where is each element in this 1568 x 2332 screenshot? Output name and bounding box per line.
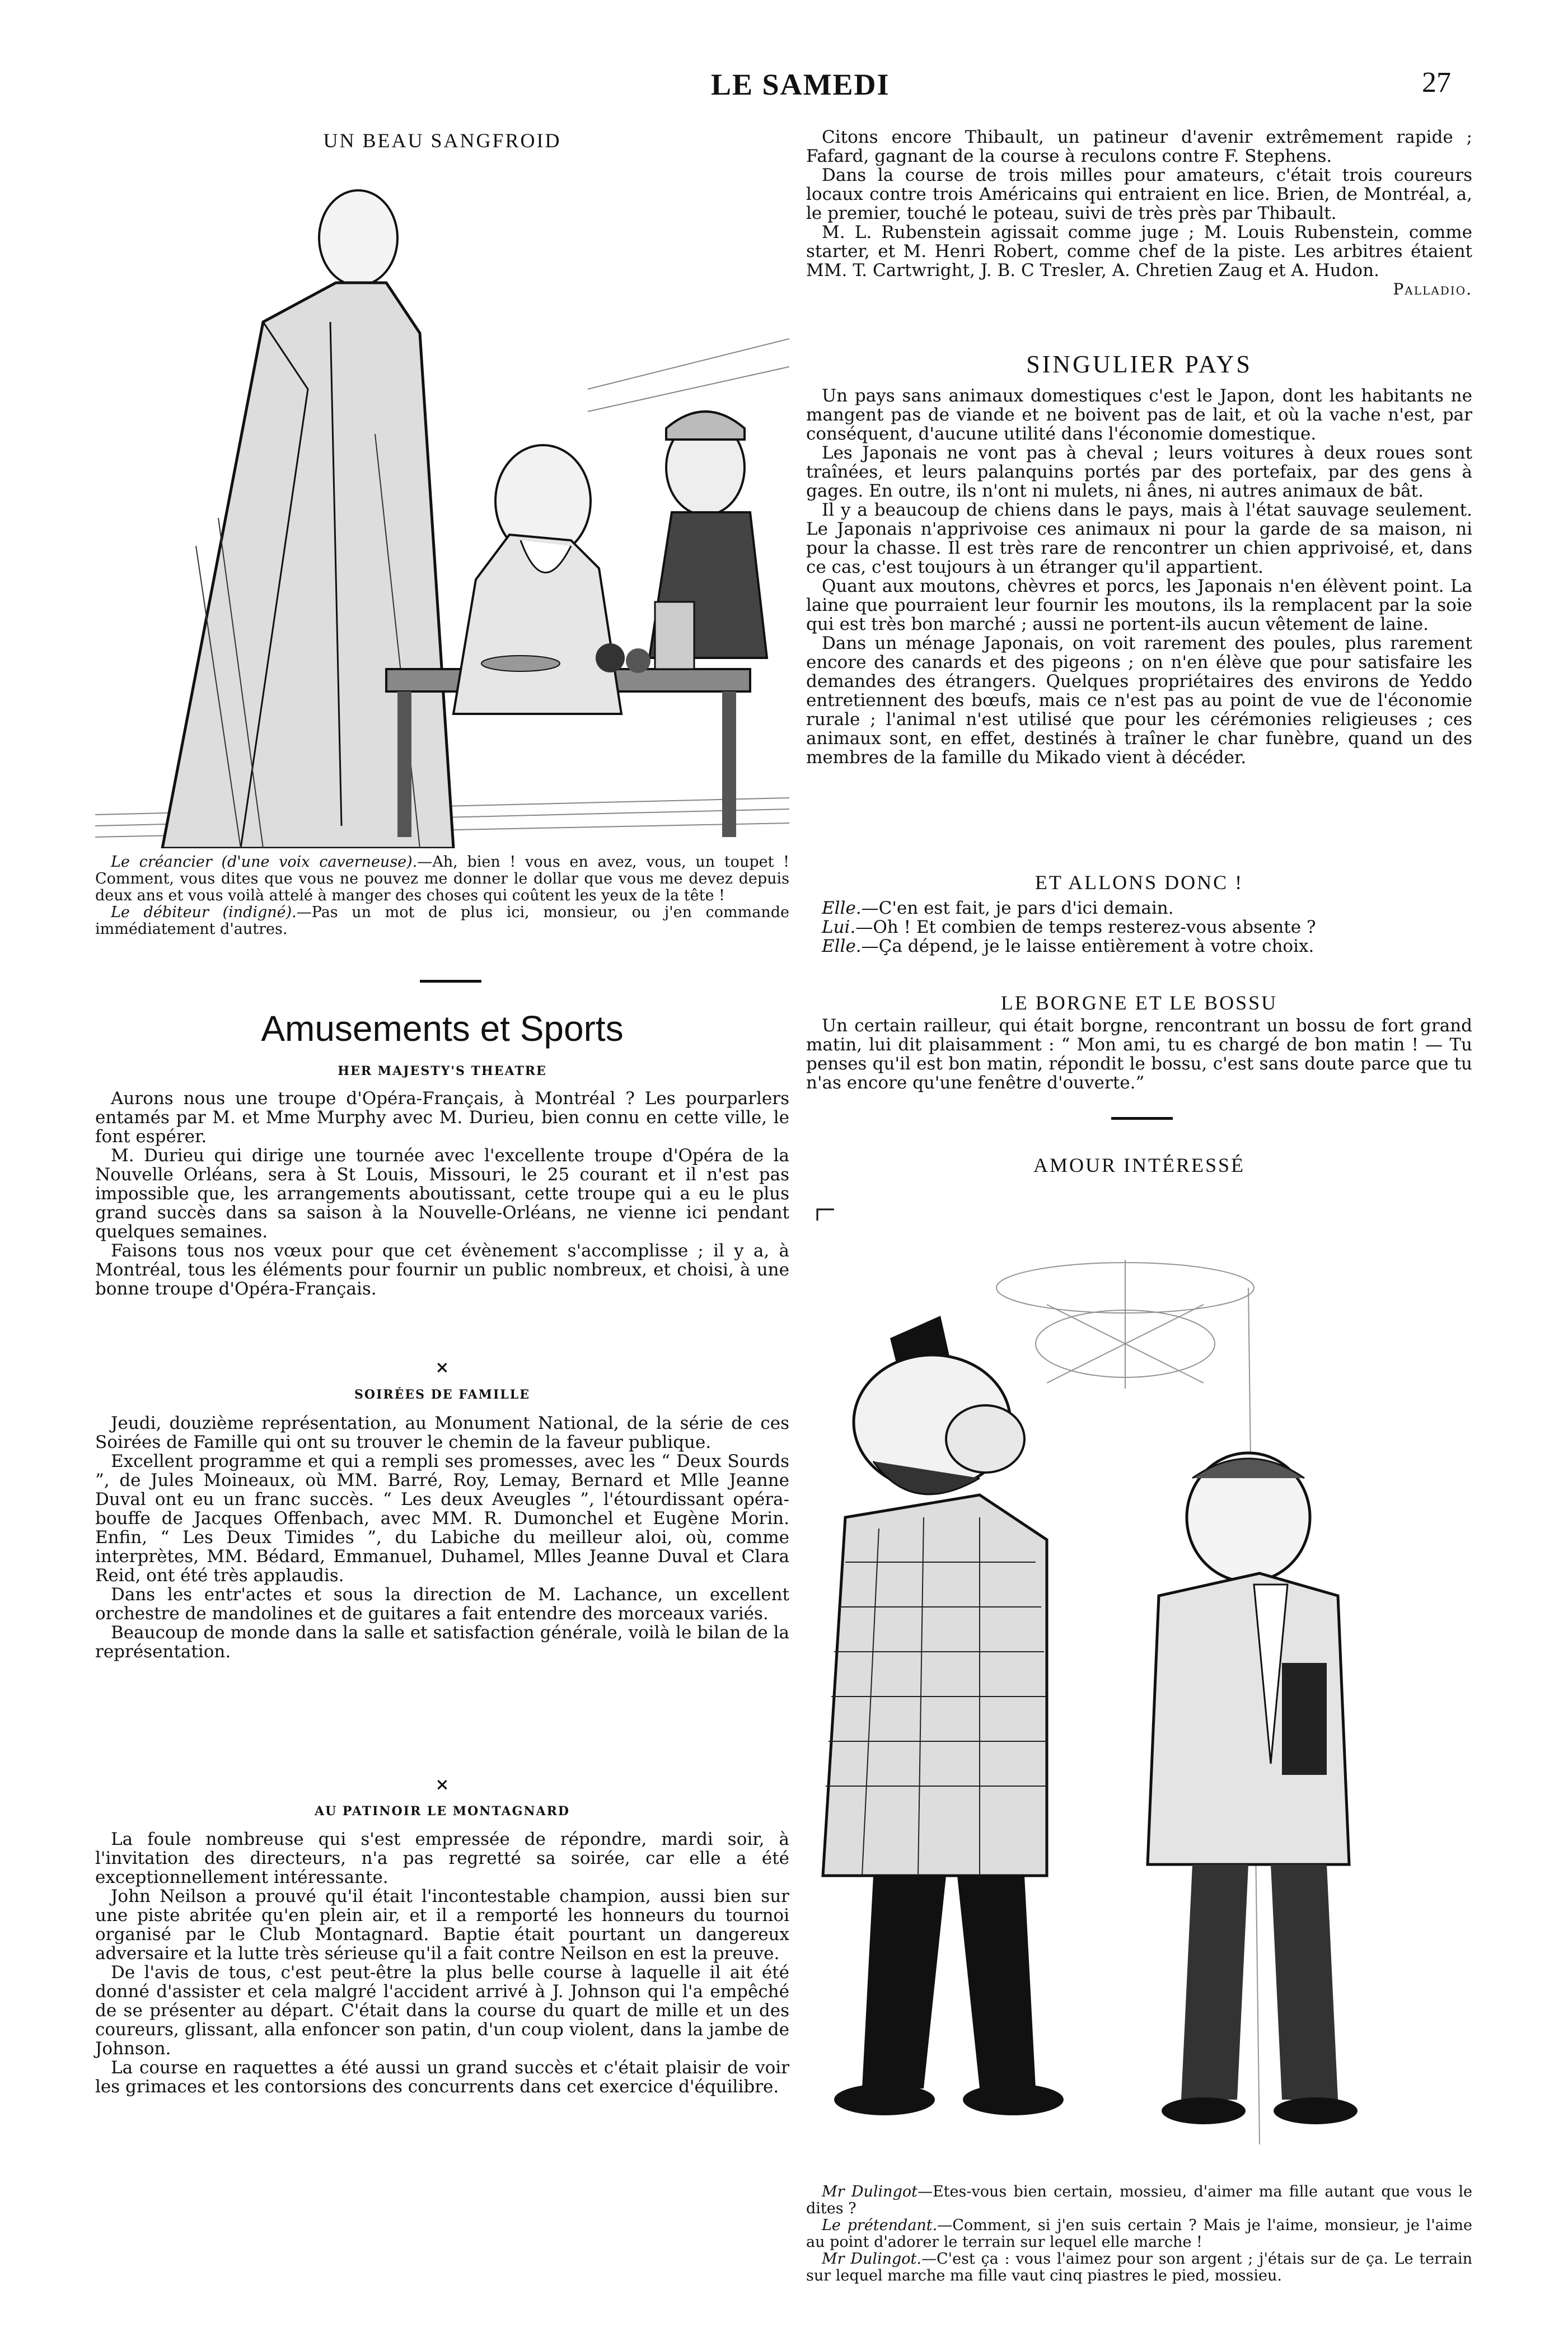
paragraph: Il y a beaucoup de chiens dans le pays, mais à l'état sauvage seulement. Le Japonais n'apprivoise ces animaux ni pour la garde de sa maison, ni pour la chasse. Il est très rare de rencontrer un chien apprivoisé, et, dans ce cas, c'est toujours à un étranger qu'il appartient. — [806, 500, 1472, 577]
paragraph: Dans les entr'actes et sous la direction de M. Lachance, un excellent orchestre de mandolines et de guitares a fait entendre des morceaux variés. — [95, 1585, 789, 1624]
paragraph: John Neilson a prouvé qu'il était l'incontestable champion, aussi bien sur une piste abritée qu'en plein air, et il a remporté les honneurs du tournoi organisé par le Club Montagnard. Baptie était pourtant un dangereux adversaire et la lutte très sérieuse qu'il a fait contre Neilson en est la preuve. — [95, 1886, 789, 1964]
paragraph: M. Durieu qui dirige une tournée avec l'excellente troupe d'Opéra de la Nouvelle Orléans, sera à St Louis, Missouri, le 25 courant et il n'est pas impossible que, les arrangements aboutissant, cette troupe qui a eu le plus grand succès dans sa saison à la Nouvelle-Orléans, ne vienne ici pendant quelques semaines. — [95, 1146, 789, 1242]
allons-donc-title: ET ALLONS DONC ! — [1035, 871, 1244, 894]
paragraph: M. L. Rubenstein agissait comme juge ; M. Louis Rubenstein, comme starter, et M. Henri Robert, comme chef de la piste. Les arbitres étaient MM. T. Cartwright, J. B. C Tresler, A. Chretien Zaug et A. Hudon. — [806, 222, 1472, 281]
caption-speaker-creditor: Le créancier (d'une voix caverneuse). — [111, 853, 418, 871]
soirees-article — [95, 1414, 789, 1661]
speaker: Elle. — [822, 936, 862, 956]
patinoir-article — [95, 1830, 789, 2096]
borgne-bossu-article — [806, 1016, 1472, 1092]
paragraph: Un pays sans animaux domestiques c'est le Japon, dont les habitants ne mangent pas de viande et ne boivent pas de lait, et où la vache n'est, par conséquent, d'aucune utilité dans l'économie domestique. — [806, 386, 1472, 444]
amour-interesse-caption: Mr Dulingot—Etes-vous bien certain, mossieu, d'aimer ma fille autant que vous le dites ? Le prétendant.—Comment, si j'en suis certain ? Mais je l'aime, monsieur, je l'aime au point d'adorer le terrain sur lequel elle marche ! Mr Dulingot.—C'est ça : vous l'aimez pour son argent ; j'étais sur de ça. Le terrain sur lequel marche ma fille vaut cinq piastres le pied, mossieu. — [806, 2183, 1472, 2284]
speaker: Lui. — [822, 917, 856, 937]
author-signature: Palladio. — [1393, 280, 1472, 298]
amusements-title: Amusements et Sports — [261, 1008, 624, 1049]
section-heading-theatre: HER MAJESTY'S THEATRE — [338, 1064, 547, 1078]
illustration-amour-interesse — [812, 1204, 1467, 2178]
page-number: 27 — [1422, 67, 1451, 99]
illustration-1-caption — [95, 854, 789, 938]
illustration-1-title: UN BEAU SANGFROID — [323, 129, 561, 152]
paragraph: Beaucoup de monde dans la salle et satisfaction générale, voilà le bilan de la représentation. — [95, 1623, 789, 1662]
singulier-pays-title: SINGULIER PAYS — [1026, 350, 1252, 378]
dialogue-line: Elle.—Ça dépend, je le laisse entièrement à votre choix. — [822, 936, 1314, 956]
amour-interesse-title: AMOUR INTÉRESSÉ — [1033, 1154, 1246, 1176]
speaker: Mr Dulingot — [822, 2183, 918, 2200]
caption-text-creditor: —Ah, bien ! vous en avez, vous, un toupet ! Comment, vous dites que vous ne pouvez me donner le dollar que vous me devez depuis deux ans et vous voilà attelé à manger des choses qui coûtent les yeux de la tête ! — [95, 853, 789, 904]
paragraph: Jeudi, douzième représentation, au Monument National, de la série de ces Soirées de Famille qui ont su trouver le chemin de la faveur publique. — [95, 1413, 789, 1452]
separator-cross: × — [435, 1358, 450, 1377]
separator-cross: × — [435, 1775, 450, 1794]
dialogue-line: Elle.—C'en est fait, je pars d'ici demain. — [822, 898, 1174, 918]
paragraph: Dans un ménage Japonais, on voit rarement des poules, plus rarement encore des canards et des pigeons ; on n'en élève que pour satisfaire les demandes des étrangers. Quelques propriétaires des environs de Yeddo entretiennent des bœufs, mais ce n'est pas au point de vue de l'économie rurale ; l'animal n'est utilisé que pour les cérémonies religieuses ; ces animaux sont, en effet, destinés à traîner le char funèbre, quand un des membres de la famille du Mikado vient à décéder. — [806, 633, 1472, 768]
caption-text-debtor: —Pas un mot de plus ici, monsieur, ou j'en commande immédiatement d'autres. — [95, 904, 789, 938]
caption-speaker-debtor: Le débiteur (indigné). — [111, 904, 297, 921]
paragraph: Citons encore Thibault, un patineur d'avenir extrêmement rapide ; Fafard, gagnant de la course à reculons contre F. Stephens. — [806, 127, 1472, 166]
patinoir-continuation — [806, 128, 1472, 299]
speaker: Elle. — [822, 898, 862, 918]
speaker: Mr Dulingot. — [822, 2250, 921, 2268]
section-heading-soirees: SOIRÉES DE FAMILLE — [354, 1387, 530, 1402]
section-heading-patinoir: AU PATINOIR LE MONTAGNARD — [315, 1804, 570, 1819]
section-divider — [420, 980, 481, 983]
speaker: Le prétendant. — [822, 2217, 938, 2234]
allons-donc-dialogue — [806, 899, 1472, 956]
illustration-creditor-debtor — [95, 154, 789, 848]
borgne-bossu-title: LE BORGNE ET LE BOSSU — [1000, 992, 1278, 1014]
paragraph: La foule nombreuse qui s'est empressée de répondre, mardi soir, à l'invitation des directeurs, n'a pas regretté sa soirée, car elle a été exceptionnellement intéressante. — [95, 1829, 789, 1887]
section-divider — [1111, 1117, 1173, 1120]
paragraph: Excellent programme et qui a rempli ses promesses, avec les “ Deux Sourds ”, de Jules Moineaux, où MM. Barré, Roy, Lemay, Bernard et Mlle Jeanne Duval ont eu un franc succès. “ Les deux Aveugles ”, l'étourdissant opéra-bouffe de Jacques Offenbach, avec MM. R. Dumonchel et Eugène Morin. Enfin, “ Les Deux Timides ”, du Labiche du meilleur aloi, où, comme interprètes, MM. Bédard, Emmanuel, Duhamel, Mlles Jeanne Duval et Clara Reid, ont été très applaudis. — [95, 1451, 789, 1586]
paragraph: Un certain railleur, qui était borgne, rencontrant un bossu de fort grand matin, lui dit plaisamment : “ Mon ami, tu es chargé de bon matin ! — Tu penses qu'il est bon matin, répondit le bossu, c'est sans doute parce que tu n'as encore qu'une fenêtre d'ouverte.” — [806, 1016, 1472, 1093]
paragraph: Dans la course de trois milles pour amateurs, c'était trois coureurs locaux contre trois Américains qui entraient en lice. Brien, de Montréal, a, le premier, touché le poteau, suivi de très près par Thibault. — [806, 165, 1472, 223]
paragraph: De l'avis de tous, c'est peut-être la plus belle course à laquelle il ait été donné d'assister et cela malgré l'accident arrivé à J. Johnson qui l'a empêché de se présenter au départ. C'était dans la course du quart de mille et un des coureurs, glissant, alla enfoncer son patin, d'un coup violent, dans la jambe de Johnson. — [95, 1962, 789, 2059]
paragraph: Faisons tous nos vœux pour que cet évènement s'accomplisse ; il y a, à Montréal, tous les éléments pour fournir un public nombreux, et choisi, à une bonne troupe d'Opéra-Français. — [95, 1241, 789, 1299]
singulier-pays-article — [806, 386, 1472, 767]
masthead-title: LE SAMEDI — [711, 68, 890, 101]
paragraph: La course en raquettes a été aussi un grand succès et c'était plaisir de voir les grimaces et les contorsions des concurrents dans cet exercice d'équilibre. — [95, 2058, 789, 2097]
paragraph: Les Japonais ne vont pas à cheval ; leurs voitures à deux roues sont traînées, et leurs palanquins portés par des portefaix, par des gens à gages. En outre, ils n'ont ni mulets, ni ânes, ni autres animaux de bât. — [806, 443, 1472, 501]
paragraph: Quant aux moutons, chèvres et porcs, les Japonais n'en élèvent point. La laine que pourraient leur fournir les moutons, ils la remplacent par la soie qui est très bon marché ; aussi ne portent-ils aucun vêtement de laine. — [806, 576, 1472, 634]
theatre-article — [95, 1089, 789, 1298]
paragraph: Aurons nous une troupe d'Opéra-Français, à Montréal ? Les pourparlers entamés par M. et Mme Murphy avec M. Durieu, bien connu en cette ville, le font espérer. — [95, 1088, 789, 1147]
dialogue-line: Lui.—Oh ! Et combien de temps resterez-vous absente ? — [822, 917, 1316, 937]
